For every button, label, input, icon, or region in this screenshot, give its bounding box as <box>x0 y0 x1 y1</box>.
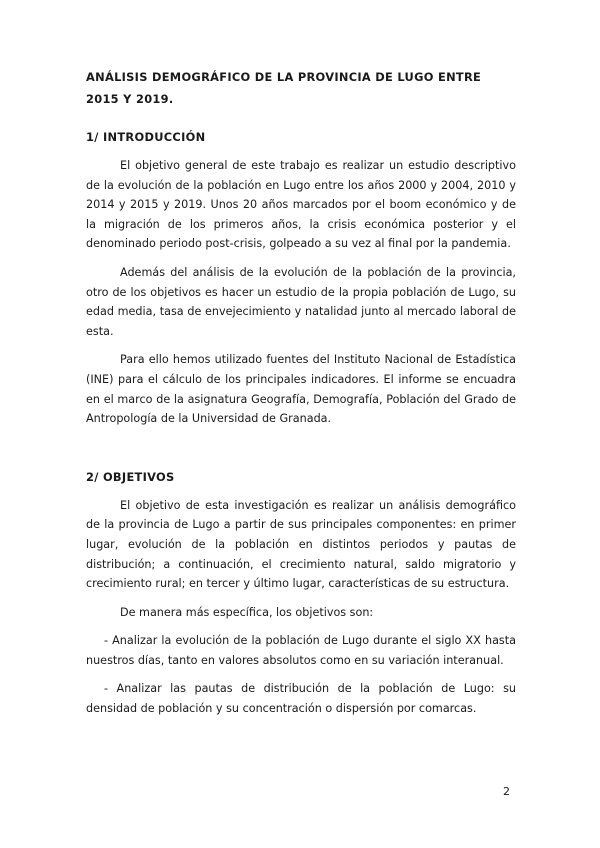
list-item: - Analizar la evolución de la población de Lugo durante el siglo XX hasta nuestros días, tanto en valores absolutos como en su variación interanual. <box>86 634 516 667</box>
paragraph: El objetivo de esta investigación es realizar un análisis demográfico de la provincia de Lugo a partir de sus principales componentes: en primer lugar, evolución de la población en distintos periodos y pautas de distribución; a continuación, el crecimiento natural, saldo migratorio y crecimiento rural; en tercer y último lugar, características de su estructura. <box>86 498 516 591</box>
paragraph: El objetivo general de este trabajo es realizar un estudio descriptivo de la evolución de la población en Lugo entre los años 2000 y 2004, 2010 y 2014 y 2015 y 2019. Unos 20 años marcados por el boom económico y de la migración de los primeros años, la crisis económica posterior y el denominado periodo post-crisis, golpeado a su vez al final por la pandemia. <box>86 159 516 251</box>
paragraph: Para ello hemos utilizado fuentes del Instituto Nacional de Estadística (INE) para el cálculo de los principales indicadores. El informe se encuadra en el marco de la asignatura Geografía, Demografía, Población del Grado de Antropología de la Universidad de Granada. <box>86 353 516 426</box>
page-number: 2 <box>503 785 510 798</box>
section-heading-objetivos: 2/ OBJETIVOS <box>86 469 175 484</box>
section-heading-introduccion: 1/ INTRODUCCIÓN <box>86 130 206 144</box>
paragraph: De manera más específica, los objetivos son: <box>120 605 374 619</box>
list-item: - Analizar las pautas de distribución de la población de Lugo: su densidad de población y su concentración o dispersión por comarcas. <box>86 682 516 716</box>
page-content <box>86 66 516 719</box>
document-title: ANÁLISIS DEMOGRÁFICO DE LA PROVINCIA DE LUGO ENTRE 2015 Y 2019. <box>86 70 482 106</box>
paragraph: Además del análisis de la evolución de la población de la provincia, otro de los objetivos es hacer un estudio de la propia población de Lugo, su edad media, tasa de envejecimiento y natalidad junto al mercado laboral de esta. <box>86 265 516 338</box>
